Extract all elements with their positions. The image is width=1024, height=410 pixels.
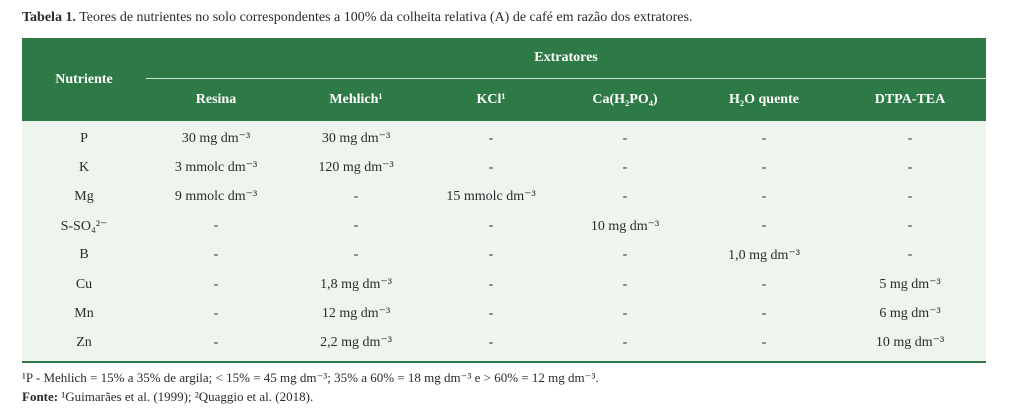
value-cell: -: [907, 130, 913, 146]
value-cell: -: [622, 130, 628, 146]
value-cell: 6 mg dm⁻³: [879, 306, 941, 322]
nutrient-cell: K: [78, 159, 90, 175]
nutrient-table: [22, 38, 986, 363]
value-cell: -: [622, 188, 628, 204]
table-row: [22, 212, 986, 241]
source-label: Fonte:: [22, 389, 59, 404]
table-row: [22, 328, 986, 357]
value-cell: 15 mmolc dm⁻³: [446, 189, 536, 205]
value-cell: 10 mg dm⁻³: [875, 335, 945, 351]
value-cell: -: [488, 334, 494, 350]
value-cell: -: [213, 218, 219, 234]
value-cell: -: [907, 188, 913, 204]
footnote-source: [22, 389, 313, 405]
nutrient-cell: S-SO₄²⁻: [60, 218, 108, 234]
value-cell: 10 mg dm⁻³: [590, 218, 660, 234]
value-cell: -: [622, 305, 628, 321]
value-cell: 120 mg dm⁻³: [318, 160, 394, 176]
value-cell: -: [761, 305, 767, 321]
value-cell: 9 mmolc dm⁻³: [174, 189, 258, 205]
nutrient-cell: Mn: [74, 305, 94, 321]
value-cell: -: [353, 218, 359, 234]
table-row: [22, 153, 986, 182]
table-body: [22, 121, 986, 363]
table-row: [22, 270, 986, 299]
value-cell: -: [761, 159, 767, 175]
header-col-dtpa-tea: DTPA-TEA: [874, 92, 946, 107]
value-cell: 5 mg dm⁻³: [879, 277, 941, 293]
value-cell: -: [907, 218, 913, 234]
value-cell: -: [622, 276, 628, 292]
table-row: [22, 299, 986, 328]
table-row: [22, 241, 986, 270]
header-col-mehlich: Mehlich¹: [329, 92, 383, 107]
value-cell: -: [488, 159, 494, 175]
source-text: ¹Guimarães et al. (1999); ²Quaggio et al. (2018).: [61, 389, 314, 404]
value-cell: -: [761, 130, 767, 146]
table-header: [22, 38, 986, 121]
value-cell: -: [907, 247, 913, 263]
header-nutriente: Nutriente: [55, 71, 113, 87]
nutrient-cell: Cu: [75, 276, 93, 292]
value-cell: -: [213, 247, 219, 263]
value-cell: 3 mmolc dm⁻³: [174, 160, 258, 176]
value-cell: 12 mg dm⁻³: [321, 306, 391, 322]
value-cell: -: [622, 159, 628, 175]
value-cell: -: [761, 276, 767, 292]
value-cell: -: [488, 218, 494, 234]
value-cell: -: [761, 218, 767, 234]
value-cell: -: [353, 188, 359, 204]
value-cell: -: [488, 276, 494, 292]
value-cell: 30 mg dm⁻³: [321, 131, 391, 147]
value-cell: -: [761, 188, 767, 204]
table-row: [22, 182, 986, 211]
caption-label: Tabela 1.: [22, 10, 76, 25]
footnote-mehlich: ¹P - Mehlich = 15% a 35% de argila; < 15% = 45 mg dm⁻³; 35% a 60% = 18 mg dm⁻³ e > 60% = 12 mg dm⁻³.: [22, 370, 599, 385]
header-extratores: Extratores: [534, 50, 598, 65]
value-cell: 30 mg dm⁻³: [181, 131, 251, 147]
header-col-resina: Resina: [195, 92, 237, 107]
nutrient-cell: P: [80, 130, 88, 146]
nutrient-cell: B: [79, 247, 89, 263]
value-cell: 2,2 mg dm⁻³: [320, 335, 392, 351]
value-cell: -: [213, 305, 219, 321]
value-cell: 1,8 mg dm⁻³: [320, 277, 392, 293]
value-cell: -: [353, 247, 359, 263]
header-col-kcl: KCl¹: [476, 92, 506, 107]
value-cell: -: [907, 159, 913, 175]
value-cell: -: [488, 130, 494, 146]
value-cell: -: [761, 334, 767, 350]
caption-text: Teores de nutrientes no solo correspondentes a 100% da colheita relativa (A) de café em razão dos extratores.: [79, 10, 693, 25]
value-cell: -: [488, 305, 494, 321]
header-col-cah2po4: Ca(H₂PO₄): [592, 92, 658, 107]
nutrient-cell: Zn: [76, 334, 92, 350]
value-cell: -: [213, 334, 219, 350]
table-caption: [22, 10, 692, 26]
value-cell: -: [622, 247, 628, 263]
header-col-h2o-quente: H₂O quente: [729, 92, 799, 107]
nutrient-cell: Mg: [74, 188, 94, 204]
value-cell: -: [488, 247, 494, 263]
value-cell: -: [622, 334, 628, 350]
table-row: [22, 124, 986, 153]
value-cell: -: [213, 276, 219, 292]
value-cell: 1,0 mg dm⁻³: [728, 247, 800, 263]
